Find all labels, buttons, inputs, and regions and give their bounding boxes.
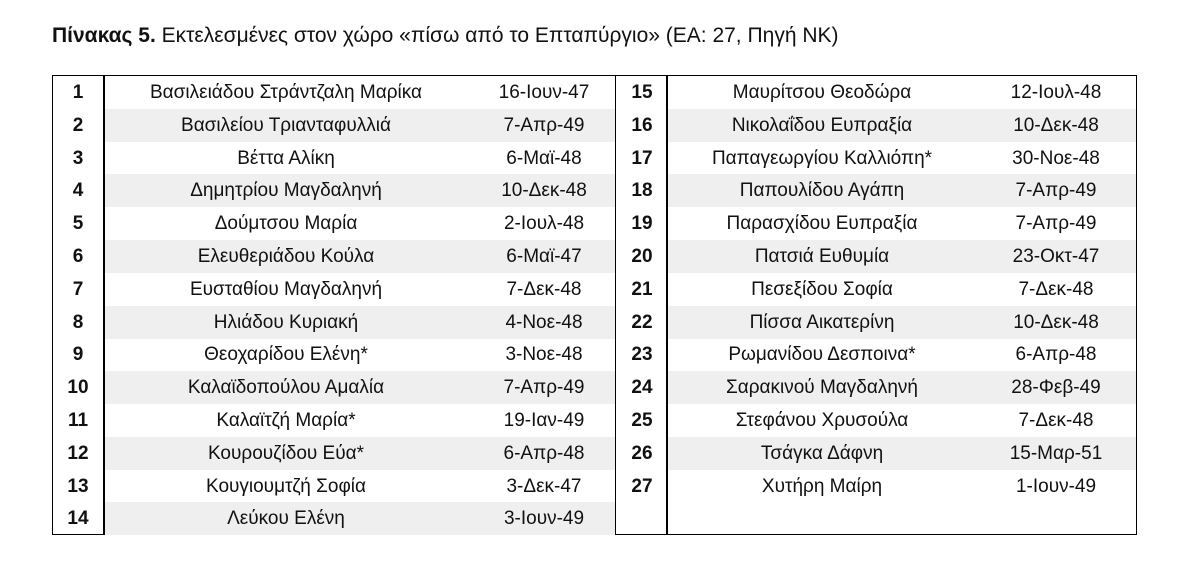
row-number: 14 (67, 508, 89, 530)
row-date: 7-Απρ-49 (1015, 213, 1097, 235)
row-date: 15-Μαρ-51 (1009, 442, 1103, 464)
table-row (53, 470, 615, 503)
row-name: Δούμτσου Μαρία (214, 213, 358, 235)
row-name: Παπαγεωργίου Καλλιόπη* (711, 147, 933, 169)
row-date: 10-Δεκ-48 (1013, 311, 1099, 333)
table-row (616, 470, 1136, 503)
row-date: 7-Δεκ-48 (1018, 410, 1094, 431)
row-number: 4 (72, 180, 84, 202)
row-date: 10-Δεκ-48 (501, 180, 587, 202)
table-row (616, 437, 1136, 470)
row-name: Βασιλείου Τριανταφυλλιά (181, 114, 391, 136)
row-number: 22 (631, 311, 653, 333)
table-row (616, 338, 1136, 371)
row-name: Σαρακινού Μαγδαληνή (726, 377, 918, 399)
table-caption (52, 22, 839, 50)
row-number: 5 (72, 213, 84, 235)
row-date: 7-Απρ-49 (503, 377, 585, 399)
row-date: 7-Δεκ-48 (506, 278, 582, 300)
table-row (616, 174, 1136, 207)
row-name: Λεύκου Ελένη (227, 508, 345, 530)
row-date: 7-Απρ-49 (503, 114, 585, 136)
table-row (53, 306, 615, 339)
table-row (616, 273, 1136, 306)
table-row (616, 142, 1136, 175)
row-date: 28-Φεβ-49 (1011, 377, 1101, 399)
table-row (53, 338, 615, 371)
row-name: Ευσταθίου Μαγδαληνή (189, 278, 383, 300)
table-row (53, 437, 615, 470)
table-row (53, 207, 615, 240)
table-row (616, 371, 1136, 404)
row-number: 26 (631, 442, 653, 464)
row-number: 16 (631, 114, 653, 136)
row-name: Καλαϊτζή Μαρία* (216, 410, 356, 431)
row-number: 6 (72, 246, 84, 267)
table-left-half (53, 76, 615, 535)
row-number: 13 (67, 475, 89, 497)
table-row (53, 404, 615, 437)
table-row (616, 109, 1136, 142)
row-number: 7 (72, 278, 84, 300)
row-number: 10 (67, 377, 89, 399)
table-row (53, 240, 615, 273)
row-number: 8 (72, 311, 84, 333)
row-name: Βέττα Αλίκη (237, 147, 335, 169)
row-date: 16-Ιουν-47 (498, 82, 590, 103)
row-date: 3-Δεκ-47 (506, 475, 582, 497)
row-name: Πεσεξίδου Σοφία (751, 278, 893, 300)
row-date: 7-Απρ-49 (1015, 180, 1097, 202)
row-number: 9 (72, 344, 84, 366)
row-name: Νικολαΐδου Ευπραξία (731, 114, 913, 136)
table-row (616, 207, 1136, 240)
row-date: 6-Απρ-48 (1015, 344, 1097, 366)
row-number: 12 (67, 442, 89, 464)
row-number: 2 (72, 114, 84, 136)
row-number: 11 (67, 410, 89, 431)
row-name: Ρωμανίδου Δεσποινα* (728, 344, 916, 366)
row-number: 24 (631, 377, 653, 399)
table-row (53, 371, 615, 404)
row-number: 27 (631, 475, 653, 497)
caption-text: Εκτελεσμένες στον χώρο «πίσω από το Επταπύργιο» (ΕΑ: 27, Πηγή ΝΚ) (161, 24, 839, 47)
row-date: 30-Νοε-48 (1012, 147, 1100, 169)
table-right-half (615, 76, 1136, 535)
row-date: 10-Δεκ-48 (1013, 114, 1099, 136)
row-name: Πατσιά Ευθυμία (754, 246, 890, 267)
table-row (53, 109, 615, 142)
row-number: 19 (631, 213, 653, 235)
row-date: 12-Ιουλ-48 (1010, 82, 1102, 103)
row-name: Καλαϊδοπούλου Αμαλία (187, 377, 385, 399)
row-date: 6-Μαϊ-47 (506, 246, 582, 267)
table-row (53, 76, 615, 109)
caption-label: Πίνακας 5. (52, 24, 156, 47)
row-date: 3-Νοε-48 (505, 344, 583, 366)
row-name: Πίσσα Αικατερίνη (749, 311, 895, 333)
row-name: Μαυρίτσου Θεοδώρα (732, 82, 912, 103)
row-name: Κουγιουμτζή Σοφία (206, 475, 366, 497)
table-row (616, 306, 1136, 339)
executions-table (52, 75, 1137, 535)
row-number: 15 (631, 82, 653, 103)
row-name: Θεοχαρίδου Ελένη* (204, 344, 368, 366)
row-number: 21 (631, 278, 653, 300)
table-row (53, 142, 615, 175)
row-number: 18 (631, 180, 653, 202)
row-date: 19-Ιαν-49 (503, 410, 585, 431)
row-name: Κουρουζίδου Εύα* (207, 442, 365, 464)
row-name: Στεφάνου Χρυσούλα (735, 410, 909, 431)
row-name: Βασιλειάδου Στράντζαλη Μαρίκα (150, 82, 422, 103)
row-number: 25 (631, 410, 653, 431)
table-row (53, 273, 615, 306)
table-row (616, 76, 1136, 109)
row-date: 6-Απρ-48 (503, 442, 585, 464)
row-number: 23 (631, 344, 653, 366)
row-number: 20 (631, 246, 653, 267)
row-name: Δημητρίου Μαγδαληνή (190, 180, 382, 202)
row-name: Παπουλίδου Αγάπη (739, 180, 905, 202)
row-date: 2-Ιουλ-48 (503, 213, 585, 235)
row-number: 17 (631, 147, 653, 169)
table-row (616, 404, 1136, 437)
row-date: 23-Οκτ-47 (1012, 246, 1100, 267)
row-date: 6-Μαϊ-48 (506, 147, 582, 169)
table-row (53, 174, 615, 207)
table-row (53, 502, 615, 535)
row-name: Ηλιάδου Κυριακή (213, 311, 359, 333)
row-date: 3-Ιουν-49 (503, 508, 585, 530)
row-number: 1 (72, 82, 84, 103)
row-name: Τσάγκα Δάφνη (760, 442, 884, 464)
row-number: 3 (72, 147, 84, 169)
row-name: Ελευθεριάδου Κούλα (197, 246, 375, 267)
row-date: 4-Νοε-48 (505, 311, 583, 333)
row-date: 7-Δεκ-48 (1018, 278, 1094, 300)
row-name: Χυτήρη Μαίρη (761, 475, 883, 497)
table-row (616, 240, 1136, 273)
row-name: Παρασχίδου Ευπραξία (726, 213, 918, 235)
row-date: 1-Ιουν-49 (1015, 475, 1097, 497)
